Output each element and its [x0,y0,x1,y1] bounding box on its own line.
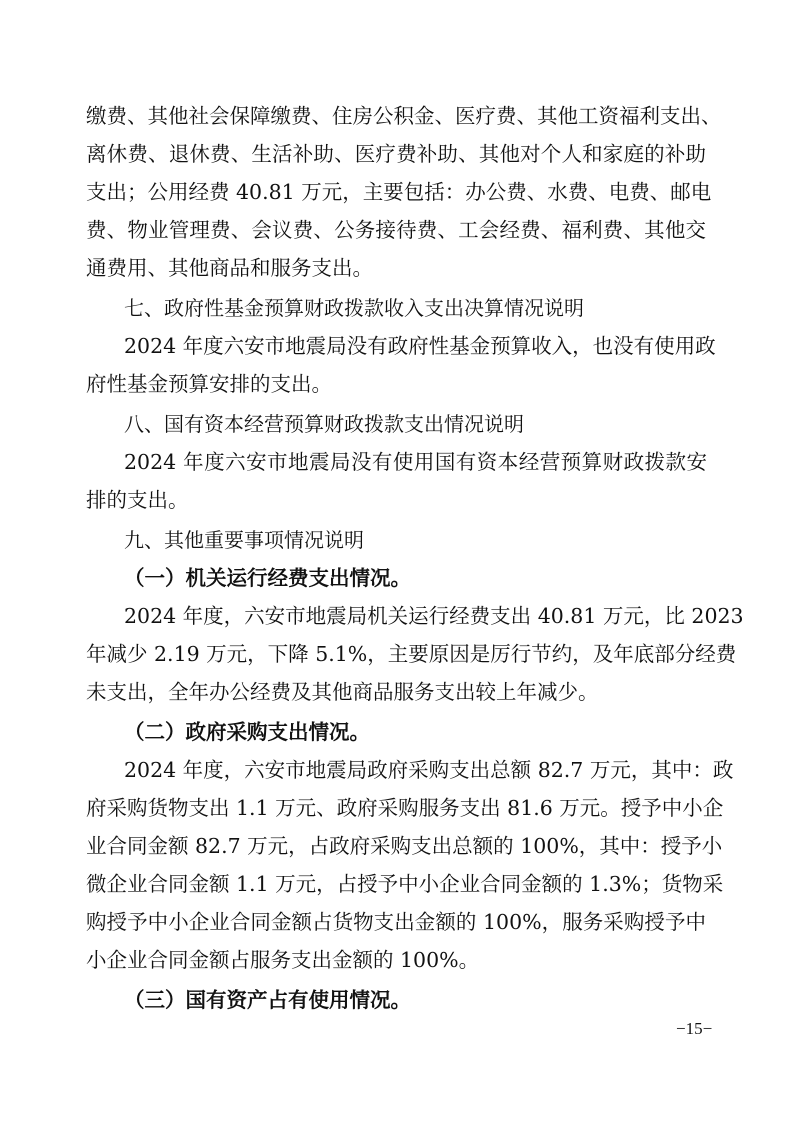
text-line: 2024 年度六安市地震局没有使用国有资本经营预算财政拨款安 [124,450,707,474]
text-line: 2024 年度，六安市地震局政府采购支出总额 82.7 万元，其中：政 [124,758,734,782]
subsection-heading: （二）政府采购支出情况。 [124,720,370,744]
text-line: 小企业合同金额占服务支出金额的 100%。 [86,948,480,972]
subsection-heading: （一）机关运行经费支出情况。 [124,566,411,590]
text-line: 2024 年度六安市地震局没有政府性基金预算收入，也没有使用政 [124,334,716,358]
text-line: 府性基金预算安排的支出。 [86,372,332,396]
section-heading: 七、政府性基金预算财政拨款收入支出决算情况说明 [124,296,584,320]
text-line: 费、物业管理费、会议费、公务接待费、工会经费、福利费、其他交 [86,218,706,242]
text-line: 购授予中小企业合同金额占货物支出金额的 100%，服务采购授予中 [86,910,706,934]
section-heading: 八、国有资本经营预算财政拨款支出情况说明 [124,412,524,436]
page-number: −15− [676,1019,713,1038]
text-line: 排的支出。 [86,488,189,512]
subsection-heading: （三）国有资产占有使用情况。 [124,988,411,1012]
text-line: 离休费、退休费、生活补助、医疗费补助、其他对个人和家庭的补助 [86,142,706,166]
text-line: 通费用、其他商品和服务支出。 [86,256,373,280]
text-line: 2024 年度，六安市地震局机关运行经费支出 40.81 万元，比 2023 [124,604,744,628]
text-line: 支出；公用经费 40.81 万元，主要包括：办公费、水费、电费、邮电 [86,180,712,204]
text-line: 年减少 2.19 万元，下降 5.1%，主要原因是厉行节约，及年底部分经费 [86,642,737,666]
text-line: 微企业合同金额 1.1 万元，占授予中小企业合同金额的 1.3%；货物采 [86,872,724,896]
text-line: 缴费、其他社会保障缴费、住房公积金、医疗费、其他工资福利支出、 [86,104,722,128]
section-heading: 九、其他重要事项情况说明 [124,528,364,552]
text-line: 未支出，全年办公经费及其他商品服务支出较上年减少。 [86,680,599,704]
text-line: 府采购货物支出 1.1 万元、政府采购服务支出 81.6 万元。授予中小企 [86,796,724,820]
text-line: 业合同金额 82.7 万元，占政府采购支出总额的 100%，其中：授予小 [86,834,723,858]
